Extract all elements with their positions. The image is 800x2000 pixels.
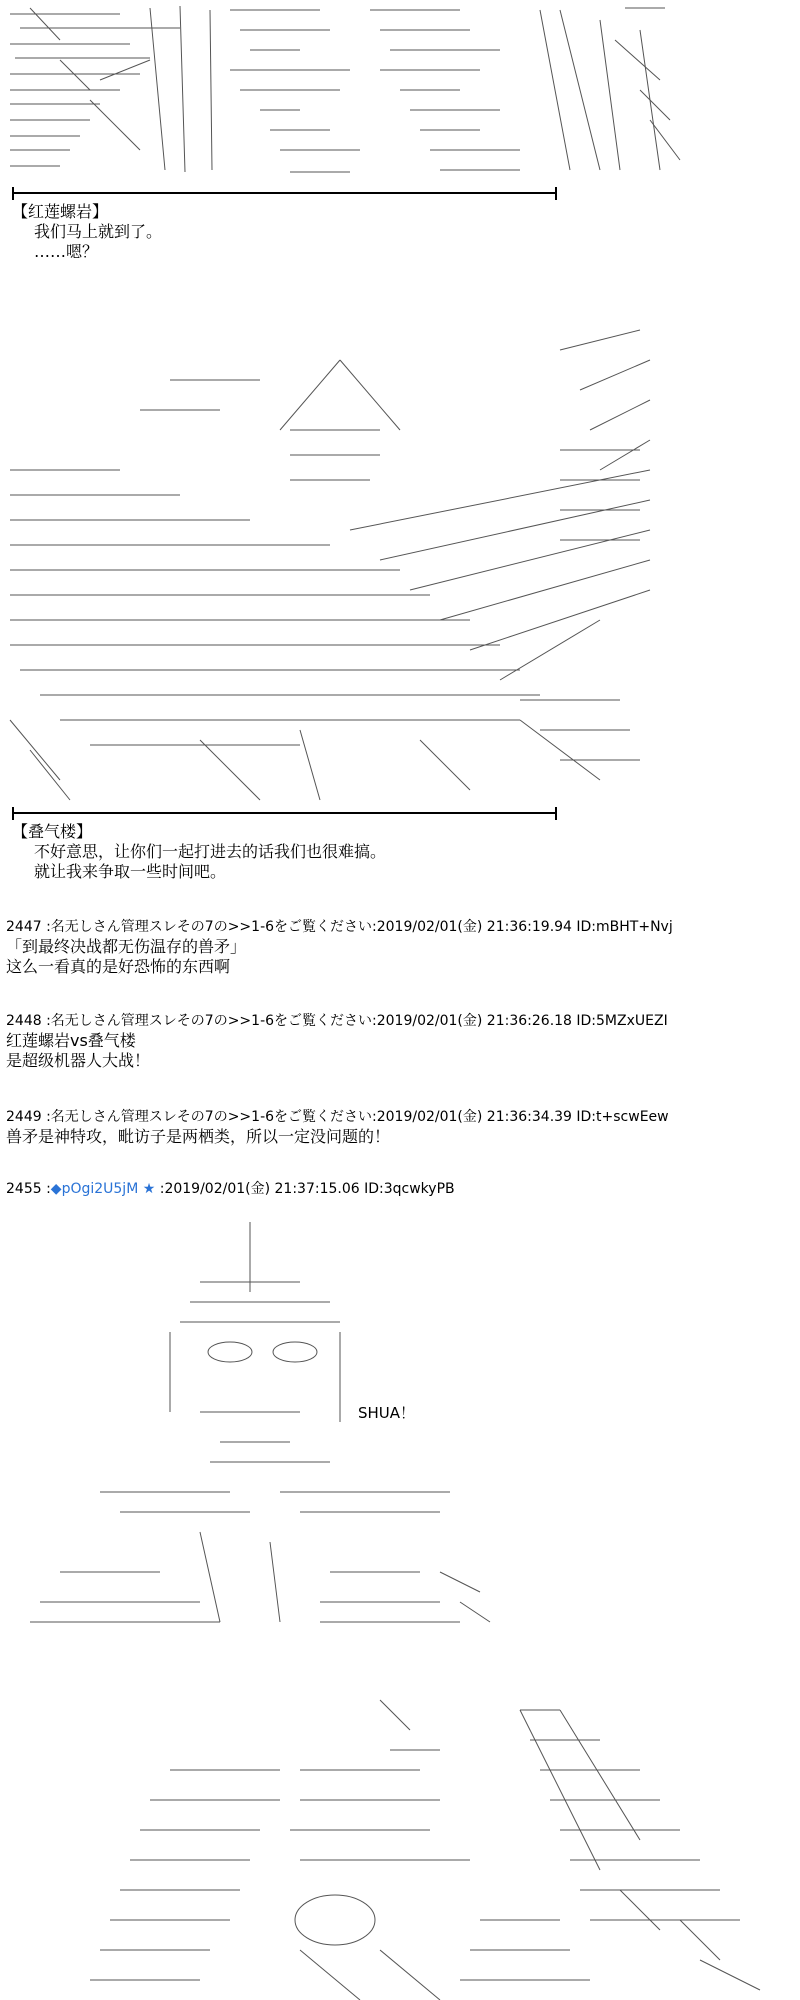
divider-2 [12, 812, 557, 814]
post-line: 是超级机器人大战！ [6, 1051, 151, 1070]
post-line: 兽矛是神特攻，毗访子是两栖类，所以一定没问题的！ [6, 1127, 391, 1146]
divider-1 [12, 192, 557, 194]
post-header: 2447 :名无しさん管理スレその7の>>1-6をご覧ください:2019/02/01(金) 21:36:19.94 ID:mBHT+Nvj [6, 919, 673, 935]
post-2449 [6, 1108, 669, 1147]
ascii-art-robot-wings [0, 320, 800, 805]
dialog-line: 不好意思，让你们一起打进去的话我们也很难搞。 [34, 842, 387, 861]
dialog-scene-2 [12, 822, 386, 882]
dialog-line: 就让我来争取一些时间吧。 [34, 862, 227, 881]
post-header [6, 1180, 455, 1199]
dialog-line: 我们马上就到了。 [34, 222, 163, 241]
post-header: 2449 :名无しさん管理スレその7の>>1-6をご覧ください:2019/02/01(金) 21:36:34.39 ID:t+scwEew [6, 1109, 669, 1125]
ascii-art-robots-bottom [0, 1690, 800, 2000]
post-2448 [6, 1012, 668, 1071]
dialog-scene-1 [12, 202, 162, 262]
post-2447 [6, 918, 673, 977]
ascii-art-robot-top [0, 0, 800, 190]
post-line: 这么一看真的是好恐怖的东西啊 [6, 957, 231, 976]
speaker-name: 【叠气楼】 [12, 822, 93, 841]
post-number: 2455 : [6, 1181, 51, 1197]
speaker-name: 【红莲螺岩】 [12, 202, 109, 221]
trip-link[interactable]: ◆pOgi2U5jM ★ [50, 1181, 156, 1197]
post-line: 「到最终决战都无伤温存的兽矛」 [6, 937, 247, 956]
dialog-line: ……嗯？ [34, 242, 99, 261]
post-2455 [6, 1180, 455, 1199]
sound-effect: SHUA！ [358, 1404, 416, 1422]
post-header: 2448 :名无しさん管理スレその7の>>1-6をご覧ください:2019/02/01(金) 21:36:26.18 ID:5MZxUEZI [6, 1013, 668, 1029]
post-line: 红莲螺岩vs叠气楼 [6, 1031, 136, 1050]
post-meta: :2019/02/01(金) 21:37:15.06 ID:3qcwkyPB [155, 1181, 455, 1197]
